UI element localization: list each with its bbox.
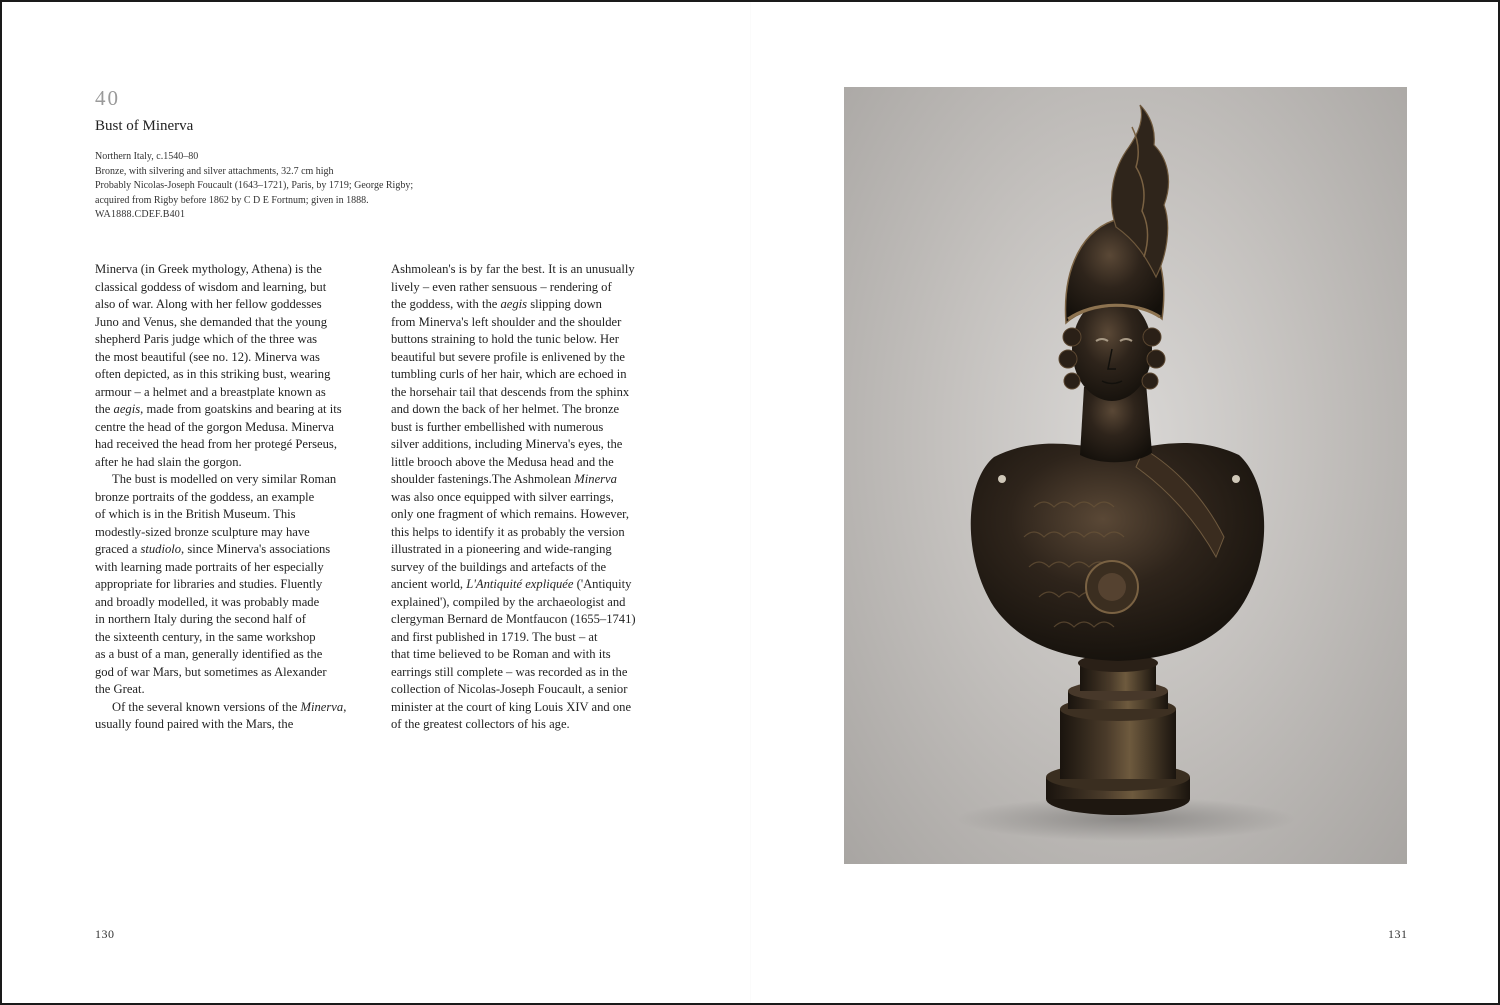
text-line: lively – even rather sensuous – rendering of (391, 279, 612, 294)
text-line: buttons straining to hold the tunic below. Her (391, 332, 619, 346)
text-run: , (343, 699, 347, 714)
text-line: appropriate for libraries and studies. Fluently (95, 577, 323, 591)
italic-term: Minerva (574, 472, 617, 486)
text-line: also of war. Along with her fellow goddesses (95, 297, 322, 311)
text-line: Juno and Venus, she demanded that the young (95, 314, 328, 329)
body-column-right (391, 261, 659, 734)
gutter (750, 2, 751, 1003)
text-line: had received the head from her protegé Perseus, (95, 437, 337, 451)
text-line: the most beautiful (see no. 12). Minerva was (95, 349, 320, 364)
italic-term: L'Antiquité expliquée (466, 577, 574, 591)
text-line: after he had slain the gorgon. (95, 454, 242, 469)
text-run: , since Minerva's associations (181, 542, 331, 556)
pedestal (1046, 654, 1190, 815)
text-line: armour – a helmet and a breastplate known as (95, 384, 326, 399)
text-line: the sixteenth century, in the same workshop (95, 629, 316, 644)
text-line (95, 401, 365, 419)
text-line: The bust is modelled on very similar Roman (112, 472, 337, 486)
text-line: earrings still complete – was recorded as in the (391, 664, 628, 679)
italic-term: Minerva (300, 699, 344, 714)
breastplate (971, 443, 1264, 661)
minerva-bust-illustration (844, 87, 1407, 864)
medusa-face (1098, 573, 1126, 601)
text-run: Of the several known versions of the (112, 699, 298, 714)
text-run: ancient world, (391, 577, 464, 591)
text-line: minister at the court of king Louis XIV and one (391, 699, 632, 714)
text-line: in northern Italy during the second half of (95, 612, 306, 626)
text-line: often depicted, as in this striking bust, wearing (95, 367, 331, 381)
text-line (391, 296, 659, 314)
text-line: beautiful but severe profile is enlivened by the (391, 349, 625, 364)
text-line: centre the head of the gorgon Medusa. Minerva (95, 419, 334, 434)
body-column-left (95, 261, 365, 734)
text-line: and down the back of her helmet. The bronze (391, 402, 620, 416)
text-line: clergyman Bernard de Montfaucon (1655–1741) (391, 612, 636, 626)
text-run: the goddess, with the (391, 297, 498, 311)
text-line: modestly-sized bronze sculpture may have (95, 524, 310, 539)
shoulder-button-right (1232, 475, 1240, 483)
text-line: little brooch above the Medusa head and the (391, 454, 614, 469)
entry-title: Bust of Minerva (95, 118, 194, 134)
bust-photograph (844, 87, 1407, 864)
text-line: bust is further embellished with numerous (391, 419, 604, 434)
italic-term: studiolo (140, 542, 182, 556)
text-line: the Great. (95, 682, 145, 696)
text-line: Ashmolean's is by far the best. It is an unusually (391, 262, 635, 276)
text-line: Minerva (in Greek mythology, Athena) is the (95, 262, 322, 276)
italic-term: aegis (500, 297, 528, 311)
text-line: usually found paired with the Mars, the (95, 717, 294, 731)
page-number-left: 130 (95, 927, 115, 941)
text-line (95, 541, 365, 559)
text-run: , made from goatskins and bearing at its (140, 402, 342, 416)
meta-line: acquired from Rigby before 1862 by C D E Fortnum; given in 1888. (95, 194, 369, 206)
text-run: ('Antiquity (576, 577, 632, 591)
text-line: tumbling curls of her hair, which are echoed in (391, 367, 627, 381)
text-line: illustrated in a pioneering and wide-ranging (391, 542, 612, 556)
meta-line: Northern Italy, c.1540–80 (95, 151, 199, 162)
text-line (95, 699, 365, 717)
text-line (391, 471, 659, 489)
text-line (391, 576, 659, 594)
text-line: that time believed to be Roman and with its (391, 647, 611, 661)
catalogue-details (95, 150, 435, 223)
shoulder-button-left (998, 475, 1006, 483)
text-line: and first published in 1719. The bust – at (391, 629, 598, 644)
text-line: god of war Mars, but sometimes as Alexander (95, 664, 327, 679)
meta-line: Bronze, with silvering and silver attachments, 32.7 cm high (95, 165, 334, 177)
book-spread (2, 2, 1498, 1003)
meta-line: Probably Nicolas-Joseph Foucault (1643–1721), Paris, by 1719; George Rigby; (95, 180, 414, 191)
entry-number: 40 (95, 86, 120, 110)
text-line: as a bust of a man, generally identified as the (95, 647, 323, 661)
text-line: and broadly modelled, it was probably made (95, 594, 320, 609)
text-line: shepherd Paris judge which of the three was (95, 332, 318, 346)
italic-term: aegis (113, 402, 141, 416)
text-line: of which is in the British Museum. This (95, 507, 296, 521)
text-line: explained'), compiled by the archaeologist and (391, 594, 626, 609)
text-line: of the greatest collectors of his age. (391, 717, 570, 731)
text-line: from Minerva's left shoulder and the shoulder (391, 314, 622, 329)
text-line: bronze portraits of the goddess, an example (95, 489, 315, 504)
text-run: shoulder fastenings.The Ashmolean (391, 472, 572, 486)
text-line: the horsehair tail that descends from the sphinx (391, 384, 630, 399)
page-number-right: 131 (1388, 927, 1408, 941)
text-line: this helps to identify it as probably the version (391, 524, 625, 539)
text-line: collection of Nicolas-Joseph Foucault, a senior (391, 682, 628, 696)
text-run: slipping down (530, 297, 602, 311)
text-line: silver additions, including Minerva's eyes, the (391, 437, 623, 451)
accession-number: WA1888.CDEF.B401 (95, 209, 186, 220)
text-line: only one fragment of which remains. However, (391, 507, 630, 521)
text-line: with learning made portraits of her especially (95, 559, 324, 574)
text-line: was also once equipped with silver earrings, (391, 489, 614, 504)
text-run: the (95, 402, 111, 416)
text-run: graced a (95, 542, 138, 556)
text-line: classical goddess of wisdom and learning, but (95, 279, 327, 294)
text-line: survey of the buildings and artefacts of the (391, 559, 607, 574)
